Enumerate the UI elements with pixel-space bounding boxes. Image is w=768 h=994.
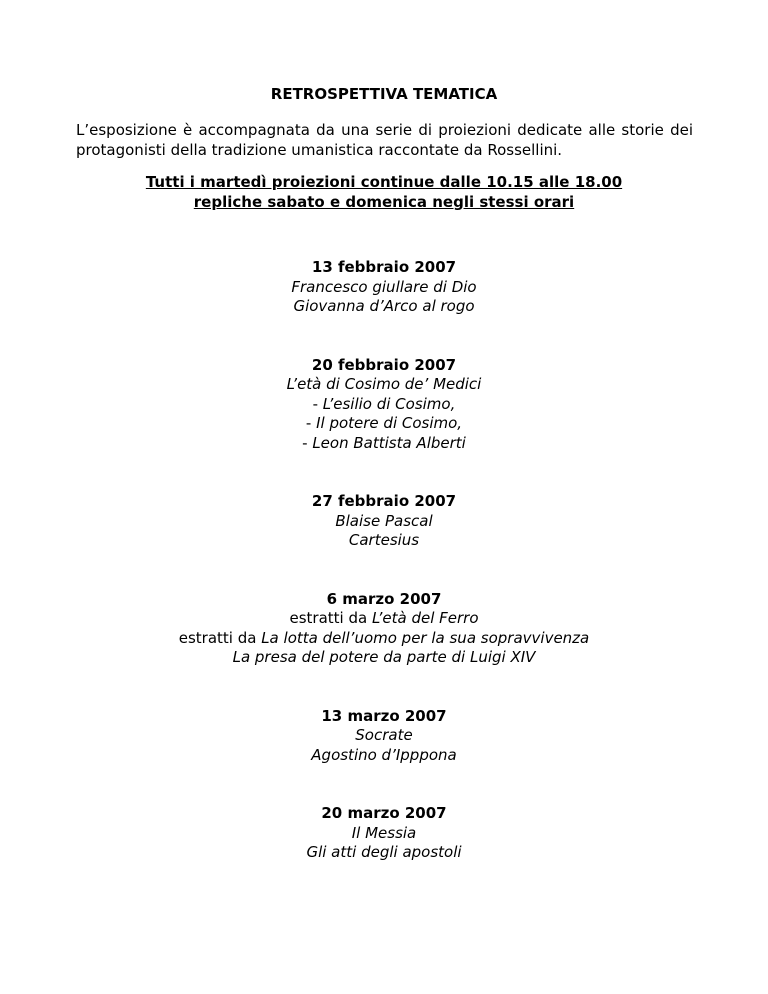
film-line xyxy=(0,278,768,298)
film-prefix: - xyxy=(305,414,317,432)
film-line xyxy=(0,648,768,668)
film-line xyxy=(0,434,768,454)
schedule-line-2: repliche sabato e domenica negli stessi orari xyxy=(193,193,575,211)
screening-date: 13 febbraio 2007 xyxy=(311,258,457,276)
film-title: L’età del Ferro xyxy=(371,609,479,627)
film-title: Blaise Pascal xyxy=(335,511,433,530)
film-line xyxy=(0,414,768,434)
schedule-line-1: Tutti i martedì proiezioni continue dalle 10.15 alle 18.00 xyxy=(145,173,623,191)
film-title: L’esilio di Cosimo, xyxy=(322,394,456,413)
screening-entry xyxy=(0,492,768,551)
film-line xyxy=(0,395,768,415)
screening-entry xyxy=(0,804,768,863)
screening-date: 20 marzo 2007 xyxy=(321,804,447,822)
screening-list xyxy=(0,258,768,902)
film-line xyxy=(0,629,768,649)
document-title: RETROSPETTIVA TEMATICA xyxy=(270,85,498,103)
screening-entry xyxy=(0,590,768,668)
film-line xyxy=(0,297,768,317)
intro-paragraph: L’esposizione è accompagnata da una serie di proiezioni dedicate alle storie dei protagonisti della tradizione umanistica raccontate da Rossellini. xyxy=(76,121,693,159)
screening-entry xyxy=(0,258,768,317)
film-title: L’età di Cosimo de’ Medici xyxy=(286,375,482,393)
film-line xyxy=(0,824,768,844)
film-prefix: - xyxy=(302,433,313,452)
film-prefix: estratti da xyxy=(178,628,262,647)
film-prefix: estratti da xyxy=(289,609,372,627)
schedule-notice xyxy=(0,172,768,212)
film-prefix: - xyxy=(312,394,323,413)
film-line xyxy=(0,726,768,746)
film-title: Socrate xyxy=(355,726,413,744)
screening-date: 27 febbraio 2007 xyxy=(311,492,457,510)
film-title: Il Messia xyxy=(351,823,417,842)
screening-date: 6 marzo 2007 xyxy=(326,589,442,608)
film-title: Agostino d’Ipppona xyxy=(311,745,457,764)
screening-date: 20 febbraio 2007 xyxy=(311,355,457,374)
film-line xyxy=(0,375,768,395)
film-title: Giovanna d’Arco al rogo xyxy=(293,297,475,315)
film-title: La presa del potere da parte di Luigi XIV xyxy=(232,648,536,666)
film-title: Francesco giullare di Dio xyxy=(291,277,477,296)
film-line xyxy=(0,512,768,532)
film-line xyxy=(0,609,768,629)
film-title: Gli atti degli apostoli xyxy=(306,843,462,861)
film-title: Leon Battista Alberti xyxy=(312,433,466,452)
film-line xyxy=(0,531,768,551)
screening-entry xyxy=(0,707,768,766)
film-line xyxy=(0,746,768,766)
film-title: Cartesius xyxy=(348,531,420,549)
screening-entry xyxy=(0,356,768,454)
screening-date: 13 marzo 2007 xyxy=(321,706,447,725)
film-title: La lotta dell’uomo per la sua sopravvivenza xyxy=(261,628,590,647)
film-line xyxy=(0,843,768,863)
film-title: Il potere di Cosimo, xyxy=(316,414,463,432)
